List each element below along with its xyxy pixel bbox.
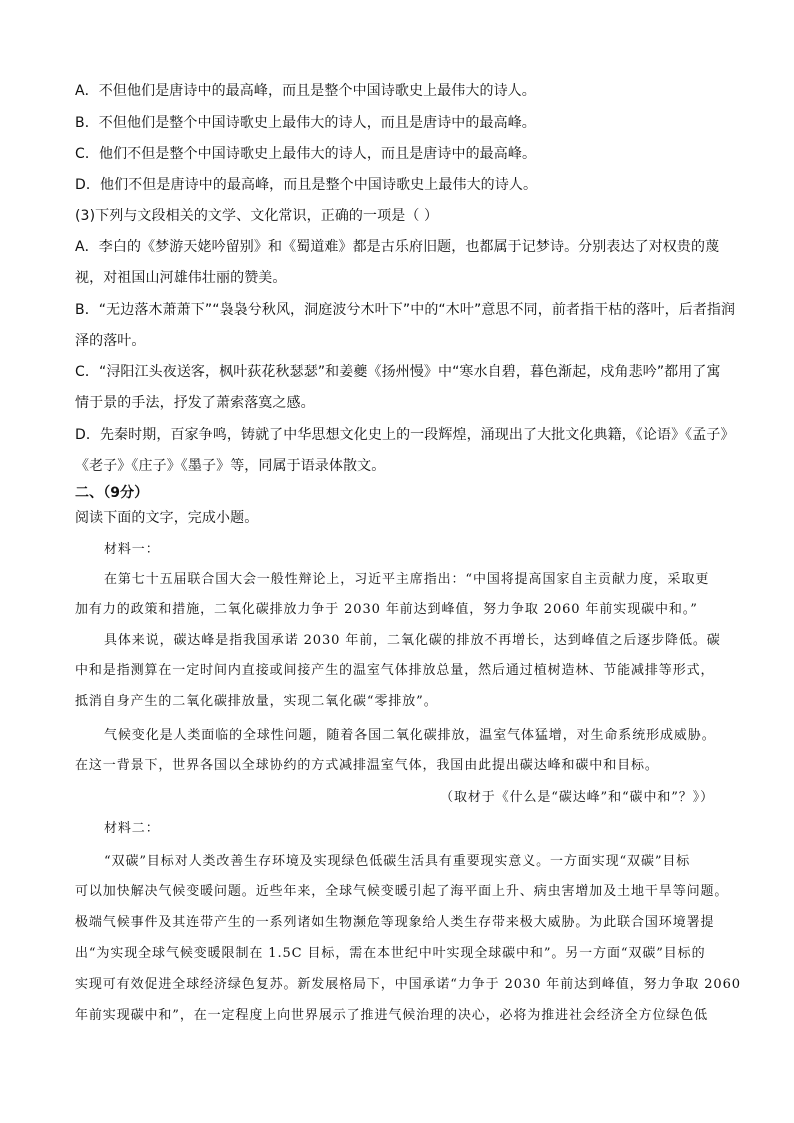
material-two-p1-line5: 实现可有效促进全球经济绿色复苏。新发展格局下，中国承诺“力争于 2030 年前达到峰值，努力争取 2060 — [75, 977, 741, 992]
q3-option-b-line2: 泽的落叶。 — [75, 333, 146, 349]
material-one-p1-line2: 加有力的政策和措施，二氧化碳排放力争于 2030 年前达到峰值，努力争取 2060 年前实现碳中和。” — [75, 602, 698, 617]
material-one-label: 材料一： — [104, 542, 160, 557]
material-two-p1-line1: “双碳”目标对人类改善生存环境及实现绿色低碳生活具有重要现实意义。一方面实现“双碳”目标 — [104, 854, 691, 869]
q3-stem: (3)下列与文段相关的文学、文化常识，正确的一项是（ ） — [75, 208, 439, 224]
material-two-label: 材料二： — [104, 821, 160, 836]
q3-option-d-line1: D．先秦时期，百家争鸣，铸就了中华思想文化史上的一段辉煌，涌现出了大批文化典籍，《论语》《孟子》 — [75, 427, 735, 443]
material-one-source: （取材于《什么是“碳达峰”和“碳中和”？》） — [440, 790, 714, 805]
material-two-p1-line4: 出“为实现全球气候变暖限制在 1.5C 目标，需在本世纪中叶实现全球碳中和”。另一方面“双碳”目标的 — [75, 946, 706, 961]
material-one-p2-line1: 具体来说，碳达峰是指我国承诺 2030 年前，二氧化碳的排放不再增长，达到峰值之后逐步降低。碳 — [104, 633, 721, 648]
q2-option-b: B．不但他们是整个中国诗歌史上最伟大的诗人，而且是唐诗中的最高峰。 — [75, 115, 536, 131]
material-two-p1-line6: 年前实现碳中和”，在一定程度上向世界展示了推进气候治理的决心，必将为推进社会经济全方位绿色低 — [75, 1008, 709, 1023]
material-one-p2-line3: 抵消自身产生的二氧化碳排放量，实现二氧化碳“零排放”。 — [75, 694, 438, 709]
material-one-p3-line2: 在这一背景下，世界各国以全球协约的方式减排温室气体，我国由此提出碳达峰和碳中和目标。 — [75, 758, 659, 773]
section-two-instruction: 阅读下面的文字，完成小题。 — [75, 510, 259, 526]
q2-option-d: D．他们不但是唐诗中的最高峰，而且是整个中国诗歌史上最伟大的诗人。 — [75, 177, 538, 193]
section-two-heading: 二、（9分） — [75, 485, 149, 501]
q3-option-c-line2: 情于景的手法，抒发了萧索落寞之感。 — [75, 395, 315, 411]
material-two-p1-line2: 可以加快解决气候变暖问题。近些年来，全球气候变暖引起了海平面上升、病虫害增加及土地干旱等问题。 — [75, 884, 729, 899]
material-one-p3-line1: 气候变化是人类面临的全球性问题，随着各国二氧化碳排放，温室气体猛增，对生命系统形成威胁。 — [104, 728, 716, 743]
material-two-p1-line3: 极端气候事件及其连带产生的一系列诸如生物濒危等现象给人类生存带来极大威胁。为此联合国环境署提 — [75, 915, 715, 930]
material-one-p1-line1: 在第七十五届联合国大会一般性辩论上，习近平主席指出：“中国将提高国家自主贡献力度，采取更 — [104, 572, 710, 587]
q2-option-c: C．他们不但是整个中国诗歌史上最伟大的诗人，而且是唐诗中的最高峰。 — [75, 146, 537, 162]
q2-option-a: A．不但他们是唐诗中的最高峰，而且是整个中国诗歌史上最伟大的诗人。 — [75, 83, 536, 99]
q3-option-b-line1: B．“无边落木萧萧下”“袅袅兮秋风，洞庭波兮木叶下”中的“木叶”意思不同，前者指干枯的落叶，后者指润 — [75, 302, 736, 318]
q3-option-c-line1: C．“浔阳江头夜送客，枫叶荻花秋瑟瑟”和姜夔《扬州慢》中“寒水自碧，暮色渐起，戍角悲吟”都用了寓 — [75, 364, 721, 380]
material-one-p2-line2: 中和是指测算在一定时间内直接或间接产生的温室气体排放总量，然后通过植树造林、节能减排等形式， — [75, 663, 715, 678]
q3-option-a-line1: A．李白的《梦游天姥吟留别》和《蜀道难》都是古乐府旧题，也都属于记梦诗。分别表达了对权贵的蔑 — [75, 239, 720, 255]
q3-option-d-line2: 《老子》《庄子》《墨子》等，同属于语录体散文。 — [75, 458, 386, 474]
q3-option-a-line2: 视，对祖国山河雄伟壮丽的赞美。 — [75, 270, 287, 286]
